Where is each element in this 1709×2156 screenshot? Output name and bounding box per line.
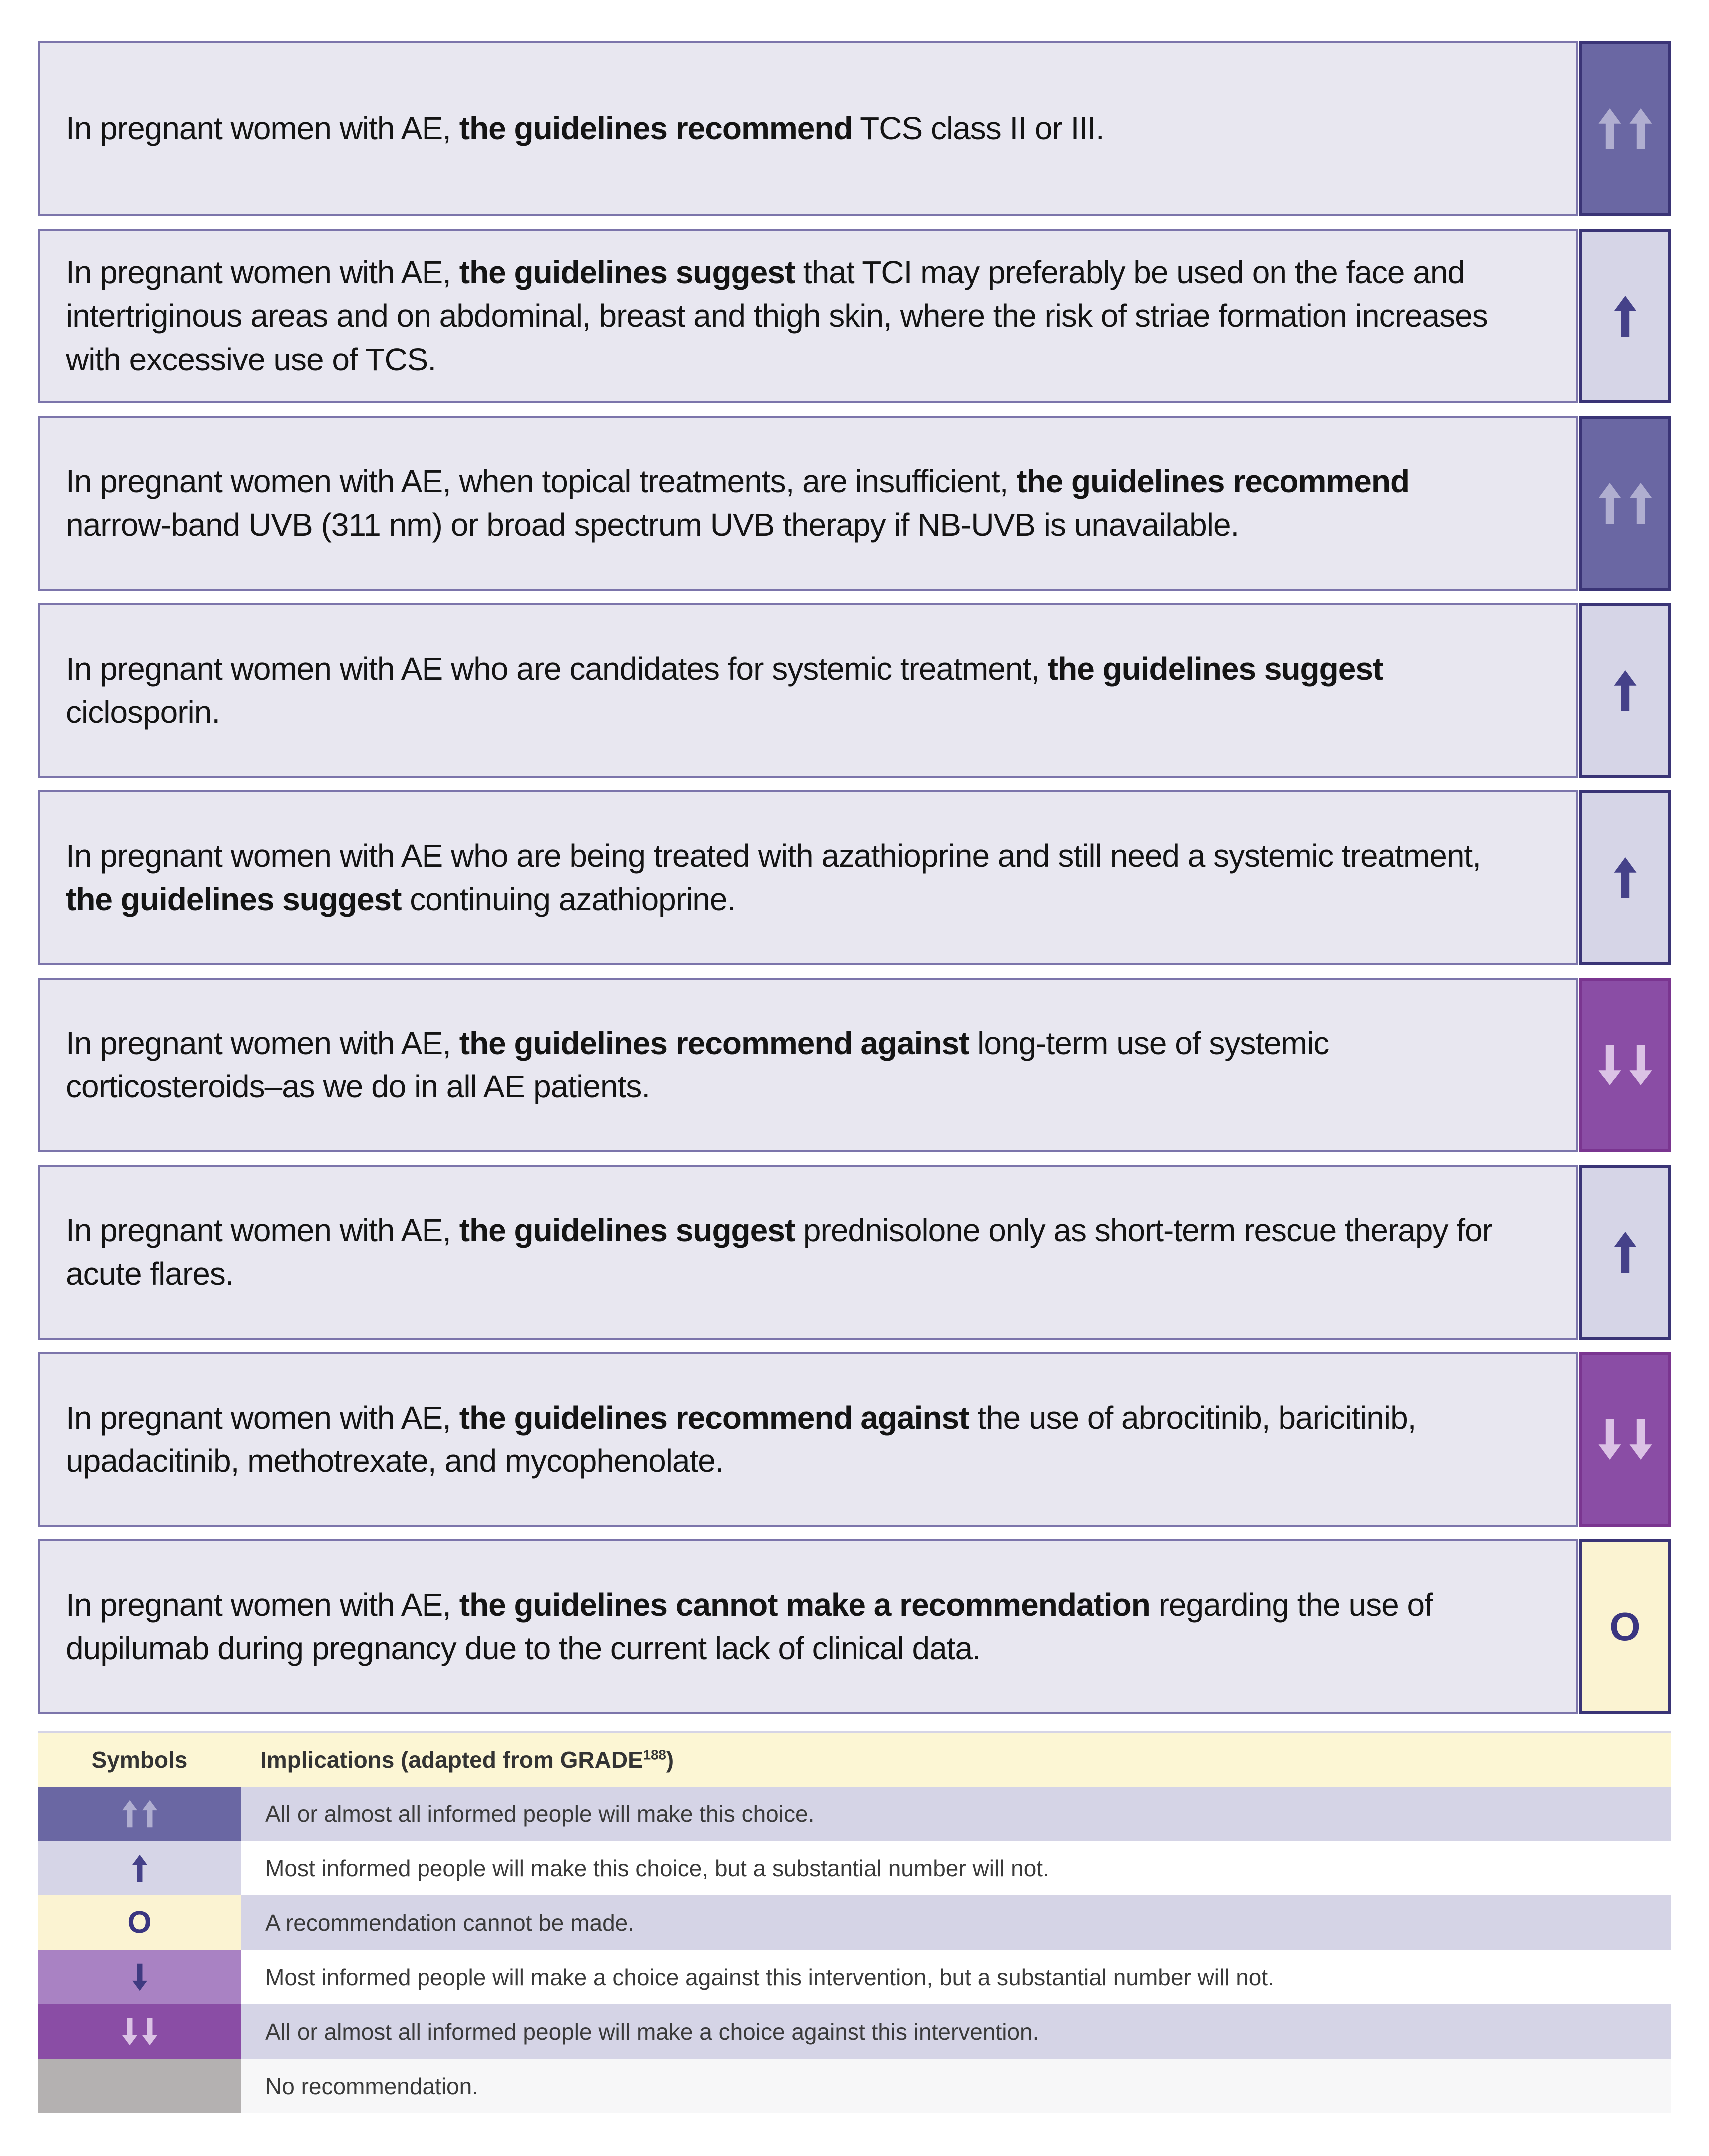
legend-header — [38, 1733, 1671, 1787]
up-arrow-icon — [132, 1854, 147, 1882]
up-arrow-icon — [1598, 108, 1621, 149]
recommendation-text-cell — [38, 229, 1578, 403]
recommendation-text-cell — [38, 416, 1578, 591]
recommendation-text-cell — [38, 790, 1578, 965]
legend-symbol-strong-for — [38, 1787, 241, 1841]
recommendation-row — [38, 416, 1671, 591]
legend-row — [38, 1895, 1671, 1950]
recommendation-row — [38, 978, 1671, 1152]
up-arrow-icon — [1614, 857, 1637, 898]
legend-row — [38, 1787, 1671, 1841]
down-arrow-icon — [142, 2018, 157, 2046]
down-arrow-icon — [1598, 1419, 1621, 1460]
recommendation-text: In pregnant women with AE who are being treated with azathioprine and still need a systemic treatment, the guidelines suggest continuing azathioprine. — [66, 837, 1481, 917]
down-arrow-icon — [1629, 1419, 1652, 1460]
symbols-legend — [38, 1731, 1671, 2113]
reference-superscript: 188 — [643, 1747, 666, 1763]
down-arrow-icon — [132, 1963, 147, 1991]
recommendation-text-cell — [38, 1352, 1578, 1527]
no-recommendation-o-icon: O — [1609, 1604, 1641, 1649]
strength-indicator-strong-against — [1579, 978, 1671, 1152]
recommendation-row — [38, 1165, 1671, 1340]
recommendation-row — [38, 229, 1671, 403]
legend-implication-text: No recommendation. — [241, 2059, 1671, 2113]
figure-content — [38, 41, 1671, 2113]
recommendation-text-cell — [38, 1539, 1578, 1714]
recommendation-text: In pregnant women with AE, the guidelines cannot make a recommendation regarding the use of dupilumab during pregnancy due to the current lack of clinical data. — [66, 1586, 1433, 1666]
up-arrow-icon — [1614, 296, 1637, 337]
recommendation-text: In pregnant women with AE, the guidelines recommend against long-term use of systemic corticosteroids–as we do in all AE patients. — [66, 1025, 1329, 1104]
strength-indicator-strong-for — [1579, 41, 1671, 216]
legend-implication-text: Most informed people will make a choice against this intervention, but a substantial number will not. — [241, 1950, 1671, 2004]
legend-implication-text: All or almost all informed people will make a choice against this intervention. — [241, 2004, 1671, 2059]
up-arrow-icon — [1629, 483, 1652, 524]
legend-implication-text: Most informed people will make this choice, but a substantial number will not. — [241, 1841, 1671, 1895]
legend-row — [38, 1950, 1671, 2004]
no-recommendation-o-icon: O — [127, 1905, 152, 1940]
strength-indicator-conditional-for — [1579, 790, 1671, 965]
legend-symbol-no-recommendation — [38, 1895, 241, 1950]
legend-implication-text: All or almost all informed people will make this choice. — [241, 1787, 1671, 1841]
down-arrow-icon — [122, 2018, 137, 2046]
recommendation-row — [38, 1352, 1671, 1527]
legend-symbol-conditional-against — [38, 1950, 241, 2004]
up-arrow-icon — [122, 1800, 137, 1828]
recommendation-text-cell — [38, 978, 1578, 1152]
recommendation-row — [38, 603, 1671, 778]
recommendation-text: In pregnant women with AE, the guidelines recommend TCS class II or III. — [66, 110, 1104, 147]
down-arrow-icon — [1629, 1045, 1652, 1085]
down-arrow-icon — [1598, 1045, 1621, 1085]
legend-row — [38, 2004, 1671, 2059]
strength-indicator-conditional-for — [1579, 229, 1671, 403]
recommendation-row — [38, 1539, 1671, 1714]
recommendation-text-cell — [38, 603, 1578, 778]
legend-symbol-none — [38, 2059, 241, 2113]
legend-symbol-conditional-for — [38, 1841, 241, 1895]
recommendation-row — [38, 790, 1671, 965]
strength-indicator-no-recommendation — [1579, 1539, 1671, 1714]
recommendation-row — [38, 41, 1671, 216]
strength-indicator-strong-against — [1579, 1352, 1671, 1527]
recommendation-text: In pregnant women with AE, when topical treatments, are insufficient, the guidelines recommend narrow-band UVB (311 nm) or broad spectrum UVB therapy if NB-UVB is unavailable. — [66, 463, 1410, 543]
up-arrow-icon — [1614, 1232, 1637, 1273]
up-arrow-icon — [1614, 670, 1637, 711]
recommendation-text: In pregnant women with AE, the guidelines suggest prednisolone only as short-term rescue therapy for acute flares. — [66, 1212, 1492, 1292]
legend-row — [38, 1841, 1671, 1895]
legend-implication-text: A recommendation cannot be made. — [241, 1895, 1671, 1950]
legend-symbol-strong-against — [38, 2004, 241, 2059]
strength-indicator-strong-for — [1579, 416, 1671, 591]
legend-row — [38, 2059, 1671, 2113]
up-arrow-icon — [142, 1800, 157, 1828]
recommendation-text: In pregnant women with AE who are candidates for systemic treatment, the guidelines suggest ciclosporin. — [66, 650, 1383, 730]
recommendation-text: In pregnant women with AE, the guidelines suggest that TCI may preferably be used on the face and intertriginous areas and on abdominal, breast and thigh skin, where the risk of striae formation increases with excessive use of TCS. — [66, 254, 1488, 377]
up-arrow-icon — [1598, 483, 1621, 524]
up-arrow-icon — [1629, 108, 1652, 149]
legend-symbols-heading: Symbols — [91, 1747, 188, 1773]
recommendation-text-cell — [38, 41, 1578, 216]
legend-implications-heading: Implications (adapted from GRADE$^{188}$) — [260, 1747, 674, 1773]
strength-indicator-conditional-for — [1579, 603, 1671, 778]
recommendation-text: In pregnant women with AE, the guidelines recommend against the use of abrocitinib, baricitinib, upadacitinib, methotrexate, and mycophenolate. — [66, 1399, 1416, 1479]
strength-indicator-conditional-for — [1579, 1165, 1671, 1340]
recommendation-text-cell — [38, 1165, 1578, 1340]
